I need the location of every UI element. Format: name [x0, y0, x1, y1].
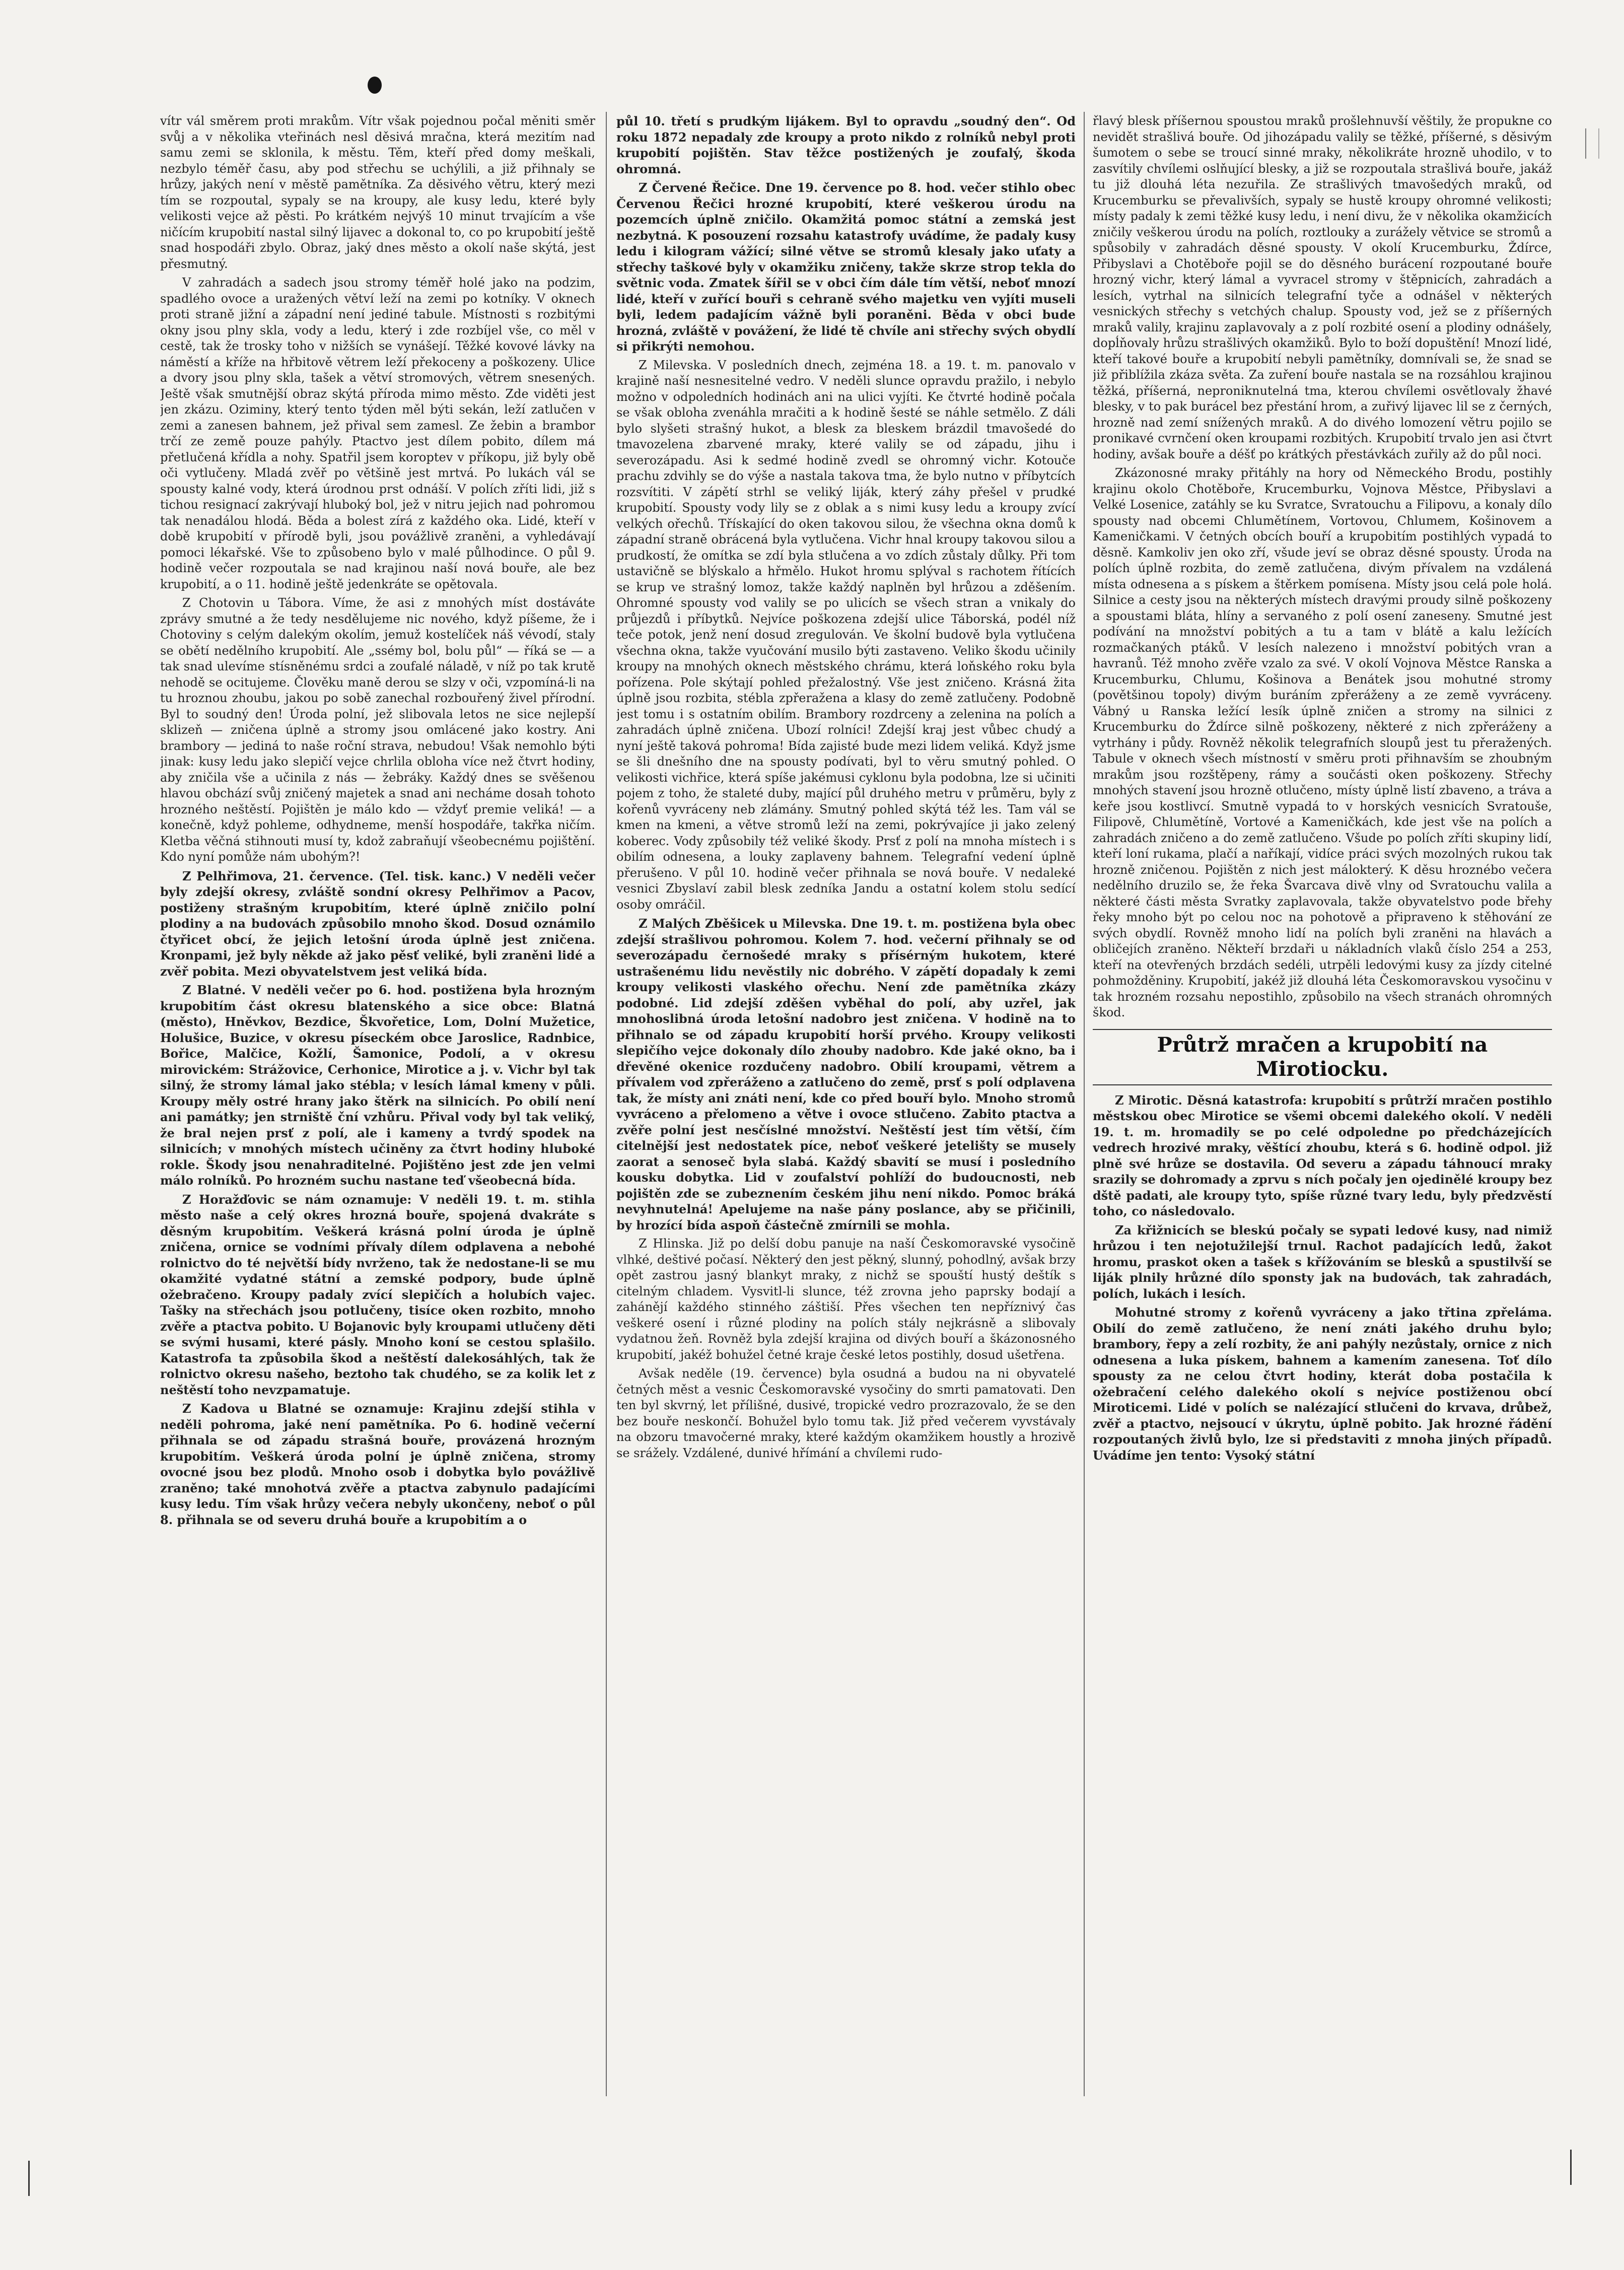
column-divider [606, 112, 607, 2096]
article-paragraph: Z Horažďovic se nám oznamuje: V neděli 19. t. m. stihla město naše a celý okres hrozná bouře, spojená dvakráte s děsným krupobitím. Veškerá krásná polní úroda je úplně zničena, ornice se vodními přívaly dílem odplavena a nebohé rolnictvo do té největší bídy nvrženo, tak že nedostane-li se mu okamžité vydatné státní a zemské podpory, bude úplně ožebračeno. Kroupy padaly zvící slepičích a holubích vajec. Tašky na střechách jsou potlučeny, tisíce oken rozbito, mnoho zvěře a ptactva pobito. U Bojanovic byly kroupami utlučeny děti se svými husami, které pásly. Mnoho koní se cestou splašilo. Katastrofa ta způsobila škod a neštěstí dalekosáhlých, tak že rolnictvo okresu našeho, beztoho tak chudého, se za kolik let z neštěstí toho nevzpamatuje. [160, 1192, 595, 1397]
article-paragraph: Z Hlinska. Již po delší dobu panuje na naší Českomoravské vysočině vlhké, deštivé počasí. Některý den jest pěkný, slunný, pohodlný, avšak brzy opět zastrou jasný blankyt mraky, z nichž se spouští hustý deštík s citelným chladem. Vysvitl-li slunce, též zrovna jeho paprsky bodají a zahánějí každého stinného záštiší. Přes všechen ten nepříznivý čas veškeré osení i různé plodiny na polích stály nejkrásně a slibovaly vydatnou žeň. Rovněž byla zdejší krajina od divých bouří a škázonosného krupobití, jakéž bohužel četné kraje české letos postihly, dosud ušetřena. [616, 1236, 1076, 1362]
article-paragraph: Zkázonosné mraky přitáhly na hory od Německého Brodu, postihly krajinu okolo Chotěboře, Krucemburku, Vojnova Městce, Přibyslavi a Velké Losenice, zatáhly se ku Svratce, Svratouchu a Filipovu, a konaly dílo spousty nad obcemi Chlumětínem, Vortovou, Chlumem, Košinovem a Kameničkami. V četných obcích bouří a krupobitím postihlých vypadá to děsně. Kamkoliv jen oko zří, všude jeví se obraz děsné spousty. Úroda na polích úplně rozbita, do země zatlučena, divým přívalem na vzdálená místa odnesena a s pískem a štěrkem pomísena. Místy jsou celá pole holá. Silnice a cesty jsou na některých místech dravými proudy silně poškozeny a spoustami bláta, hlíny a servaného z polí osení zaneseny. Smutné jest podívání na množství pobitých a tu a tam v blátě a kalu ležících rozmačkaných ptáků. V lesích nalezeno i množství pobitých vran a havranů. Též mnoho zvěře vzalo za své. V okolí Vojnova Městce Ranska a Krucemburku, Chlumu, Košinova a Benátek jsou mohutné stromy (povětšinou topoly) divým buráním zpřeráženy a ze země vyvráceny. Vábný u Ranska ležící lesík úplně zničen a stromy na silnici z Krucemburku do Ždírce silně poškozeny, některé z nich zpřeráženy a vytrhány i půdy. Rovněž několik telegrafních sloupů jest tu přeražených. Tabule v oknech všech místností v směru proti přihnavším se zhoubným mrakům jsou rozštěpeny, rámy a součásti oken poškozeny. Střechy mnohých stavení jsou hrozně otlučeno, místy úplně listí zbaveno, a tráva a keře jsou kostlivcí. Smutně vypadá to v horských vesnicích Svratouše, Filipově, Chlumětíně, Vortové a Kameničkách, kde jest vše na polích a zahradách zničeno a do země zatlučeno. Všude po polích zříti skupiny lidí, kteří loní rukama, plačí a naříkají, vidíce práci svých mozolných rukou tak hrozně zničenou. Pojištěn z nich jest málokterý. K děsu hroznébo večera nedělního druzilo se, že řeka Švarcava divě vlny od Svratouchu valila a některé části města Svratky zaplavovala, takže obyvatelstvo pode břehy řeky mnoho být po celou noc na pohotově a připraveno k stěhování ze svých obydlí. Rovněž mnoho lidí na polích byli zraněni na hlavách a obličejích zraněno. Někteří brzdaři u nákladních vlaků číslo 254 a 253, kteří na otevřených brzdách sedéli, utrpěli ledovými kusy za jízdy citelné pohmožděniny. Krupobití, jakéž již dlouhá léta Českomoravskou vysočinu v tak hrozném rozsahu nepostihlo, způsobilo na všech stranách ohromných škod. [1093, 466, 1552, 1019]
article-paragraph: Z Malých Zběšicek u Milevska. Dne 19. t. m. postižena byla obec zdejší strašlivou pohromou. Kolem 7. hod. večerní přihnaly se od severozápadu černošedé mraky s přísérným hukotem, které ustrašenému lidu nevěstily nic dobrého. V zápětí dopadaly k zemi kroupy velikosti vlaského ořechu. Není zde pamětníka zkázy podobné. Lid zdejší zděšen vyběhal do polí, aby uzřel, jak mnohoslibná úroda letošní nadobro jest zničena. V hodině na to přihnalo se od západu krupobití horší prvého. Kroupy velikosti slepičího vejce dokonaly dílo zhouby nadobro. Kde jaké okno, ba i dřevěné okenice rozdučeny nadobro. Obilí kroupami, větrem a přívalem vod zpřeráženo a zatlučeno do země, prsť s polí odplavena tak, že místy ani znáti není, kde co před bouří bylo. Mnoho stromů vyvráceno a přelomeno a větve i ovoce stlučeno. Zabito ptactva a zvěře polní jest nesčíslné množství. Neštěstí jest tím větší, čím citelnější jest nedostatek píce, neboť veškeré jetelišty se musely zaorat a senoseč byla slabá. Každý sbavití se musí i posledního kousku dobytka. Lid v zoufalství pohlíží do budoucnosti, neb pojištěn zde se zubeznením českém jihu není nikdo. Pomoc bráká nevyhnutelná! Apelujeme na naše pány poslance, aby se přičinili, by hrozící bída aspoň částečně zmírnili se mohla. [616, 916, 1076, 1232]
article-paragraph: Z Chotovin u Tábora. Víme, že asi z mnohých míst dostáváte zprávy smutné a že tedy nesdělujeme nic nového, když píšeme, že i Chotoviny s celým dalekým okolím, jemuž kostelíček náš vévodí, staly se obětí nedělního krupobití. Ale „ssémy bol, bolu půl“ — říká se — a tak snad ulevíme stísněnému srdci a zoufalé náladě, v níž po tak krutě nehodě se ocitujeme. Člověku maně derou se slzy v oči, vzpomíná-li na tu hroznou zhoubu, jakou po sobě zanechal rozbouřený živel přírodní. Byl to soudný den! Úroda polní, jež slibovala letos ne sice nejlepší sklizeň — zničena úplně a stromy jsou omlácené jako kostry. Ani brambory — jediná to naše roční strava, nebudou! Však nemohlo býti jinak: kusy ledu jako slepičí vejce chrlila obloha více než čtvrt hodiny, aby zničila vše a učinila z nás — žebráky. Každý dnes se svěšenou hlavou obchází svůj zničený majetek a snad ani necháme dosah tohoto hrozného neštěstí. Pojištěn je málo kdo — vždyť premie veliká! — a konečně, když pohleme, odhydneme, menší hospodáře, takřka ničím. Kletba věčná stihnouti musí ty, kdož zabraňují všeobecnému pojištění. Kdo nyní pomůže nám ubohým?! [160, 596, 595, 864]
article-paragraph: V zahradách a sadech jsou stromy téměř holé jako na podzim, spadlého ovoce a uražených větví leží na zemi po kotníky. V oknech proti straně jižní a západní není jediné tabule. Místnosti s rozbitými okny jsou plny skla, vody a ledu, který i zde rozbíjel vše, co měl v cestě, tak že trosky toho v nižších se vynášejí. Těžké kovové lávky na náměstí a kříže na hřbitově větrem leží překoceny a poškozeny. Ulice a dvory jsou plny skla, tašek a větví stromových, větrem snesených. Ještě však smutnější obraz skýtá příroda mimo město. Zde viděti jest jen zkázu. Oziminy, který tento týden měl býti sekán, leží zatlučen v zemi a zanesen bahnem, jež přival sem zamesl. Ze žebin a brambor trčí ze země pouze pahýly. Ptactvo jest dílem pobito, dílem má přetlučená křídla a nohy. Spatřil jsem koroptev v příkopu, již byly obě oči vytlučeny. Mladá zvěř po většině jest mrtvá. Po lukách vál se spousty kalné vody, která úrodnou prst odnáší. V polích zříti lidi, již s tichou resignací zakrývají hluboký bol, jež v nitru jejich nad pohromou tak nenadálou hlodá. Běda a bolest zírá z každého oka. Lidé, kteří v době krupobití v přírodě byli, jsou povážlivě zraněni, a vyhledávají pomoci lékařské. Vše to způsobeno bylo v malé půlhodince. O půl 9. hodině večer rozpoutala se nad krajinou naší nová bouře, ale bez krupobití, a o 11. hodině ještě jedenkráte se opětovala. [160, 276, 595, 591]
column-2 [616, 113, 1076, 2098]
article-paragraph: Z Pelhřimova, 21. července. (Tel. tisk. kanc.) V neděli večer byly zdejší okresy, zvláště sondní okresy Pelhřimov a Pacov, postiženy strašným krupobitím, které úplně zničilo polní plodiny a na budovách způsobilo mnoho škod. Dosud oznámilo čtyřicet obcí, že jejich letošní úroda úplně jest zničena. Kronpami, jež byly někde až jako pěsť veliké, byli zraněni lidé a zvěř pobita. Mezi obyvatelstvem jest veliká bída. [160, 868, 595, 979]
ink-blot-mark [368, 77, 382, 94]
article-paragraph: Z Blatné. V neděli večer po 6. hod. postižena byla hrozným krupobitím část okresu blatenského a sice obce: Blatná (město), Hněvkov, Bezdice, Škvořetice, Lom, Dolní Mužetice, Holušice, Buzice, v okresu píseckém obce Jaroslice, Radnbice, Bořice, Malčice, Kožlí, Šamonice, Podolí, a v okresu mirovickém: Strážovice, Cerhonice, Mirotice a j. v. Vichr byl tak silný, že stromy lámal jako stébla; v lesích lámal kmeny v půli. Kroupy měly ostré hrany jako štěrk na silnicích. Po obilí není ani památky; jen strniště ční vzhůru. Přival vody byl tak veliký, že bral nejen prsť z polí, ale i kameny a tvrdý spodek na silnicích; v mnohých místech učiněny za čtvrt hodiny hluboké rokle. Škody jsou nenahraditelné. Pojištěno jest zde jen velmi málo rolníků. Po hrozném suchu nastane teď všeobecná bída. [160, 983, 595, 1188]
column-3 [1093, 113, 1552, 2098]
article-paragraph: Avšak neděle (19. července) byla osudná a budou na ni obyvatelé četných měst a vesnic Českomoravské vysočiny do smrti pamatovati. Den ten byl skvrný, let přílišné, dusivé, tropické vedro prozrazovalo, že se den bez bouře neskončí. Bohužel bylo tomu tak. Již před večerem vyvstávaly na obzoru tmavočerné mraky, které každým okamžikem houstly a hrozivě se srážely. Vzdálené, dunivé hřímání a chvílemi rudo- [616, 1366, 1076, 1460]
article-paragraph: Z Červené Řečice. Dne 19. července po 8. hod. večer stihlo obec Červenou Řečici hrozné krupobití, které veškerou úrodu na pozemcích úplně zničilo. Okamžitá pomoc státní a zemská jest nezbytná. K posouzení rozsahu katastrofy uvádíme, že padaly kusy ledu i kilogram vážící; silné větve se stromů klesaly jako uťaty a střechy taškové byly v okamžiku zničeny, takže skrze strop tekla do světnic voda. Zmatek šířil se v obci čím dále tím větší, neboť mnozí lidé, kteří v zuřící bouři s cehraně svého majetku ven vyjíti museli byli, ledem padajícím vážně byli poraněni. Běda v obci bude hrozná, zvláště v povážení, že lidé tě chvíle ani střechy svých obydlí si přikrýti nemohou. [616, 180, 1076, 354]
article-paragraph: Mohutné stromy z kořenů vyvráceny a jako třtina zpřeláma. Obilí do země zatlučeno, že není znáti jakého druhu bylo; brambory, řepy a zelí rozbity, že ani pahýly nezůstaly, ornice z nich odnesena a luka pískem, bahnem a kamením zanesena. Toť dílo spousty za ne celou čtvrt hodiny, kterát doba postačila k ožebračení celého dalekého okolí s nejvíce postiženou obcí Miroticemi. Lidé v polích se nalézající stlučeni do krvava, drůbež, zvěř a ptactvo, nejsoucí v úkrytu, úplně pobito. Jak hrozné řádění rozpoutaných živlů bylo, lze si představiti z mnoha jiných případů. Uvádíme jen tento: Vysoký státní [1093, 1305, 1552, 1463]
article-paragraph: Z Mirotic. Děsná katastrofa: krupobití s průtrží mračen postihlo městskou obec Mirotice se všemi obcemi dalekého okolí. V neděli 19. t. m. hromadily se po celé odpoledne po předcházejících vedrech hrozivé mraky, věštící zhoubu, která s 6. hodině odpol. již plně své hrůze se dostavila. Od severu a západu táhnoucí mraky srazily se dohromady a zprvu s ních počaly jen ojedinělé kroupy bez dště padati, ale kroupy tyto, spíše různé tvary ledu, byly předzvěstí toho, co následovalo. [1093, 1092, 1552, 1218]
page-edge-marks [1585, 128, 1599, 159]
column-1 [160, 113, 595, 2098]
article-paragraph: Za křižnicích se bleskú počaly se sypati ledové kusy, nad nimiž hrůzou i ten nejotužilejší trnul. Rachot padajících ledů, žakot hromu, praskot oken a tašek s křížováním se blesků a spustilvší se liják plnily hrůzné dílo sponsty jak na budovách, tak zahradách, polích, lukách i lesích. [1093, 1222, 1552, 1301]
margin-mark [28, 2161, 30, 2196]
article-paragraph: půl 10. třetí s prudkým lijákem. Byl to opravdu „soudný den“. Od roku 1872 nepadaly zde kroupy a proto nikdo z rolníků nebyl proti krupobití pojištěn. Stav těžce postižených je zoufalý, škoda ohromná. [616, 114, 1076, 176]
section-heading: Průtrž mračen a krupobití na Mirotiocku. [1093, 1029, 1552, 1085]
article-paragraph: Z Milevska. V posledních dnech, zejména 18. a 19. t. m. panovalo v krajině naší nesnesitelné vedro. V neděli slunce opravdu pražilo, i nebylo možno v odpoledních hodinách ani na ulici vyjíti. Ke čtvrté hodině počala se však obloha zvenáhla mračiti a k hodině šesté se náhle setmělo. Z dáli bylo slyšeti strašný hukot, a blesk za bleskem brázdil tmavošedé do tmavozelena zbarvené mraky, které valily se od západu, jihu i severozápadu. Asi k sedmé hodině zvedl se ohromný vichr. Kotouče prachu zdvihly se do výše a nastala takova tma, že bylo nutno v příbytcích rozsvítiti. V zápětí strhl se veliký liják, který záhy přešel v prudké krupobití. Spousty vody lily se z oblak a s nimi kusy ledu a kroupy zvící velkých ořechů. Třískající do oken takovou silou, že všechna okna domů k západní straně obrácená byla vytlučena. Vichr hnal kroupy takovou silou a prudkostí, že omítka se zdí byla stlučena a vo zdích zůstaly důlky. Při tom ustavičně se blýskalo a hřmělo. Hukot hromu splýval s rachotem řítících se krup ve strašný lomoz, takže každý naplněn byl hrůzou a zděšením. Ohromné spousty vod valily se po ulicích se všech stran a vnikaly do průjezdů i příbytků. Nejvíce poškozena zdejší ulice Táborská, podél níž teče potok, jenž není dosud zregulován. Ve školní budově byla vytlučena všechna okna, takže vyučování musilo býti zastaveno. Veliko škodu učinily kroupy na mnohých oknech městského chrámu, která loňského roku byla pořízena. Pole skýtají pohled přežalostný. Vše jest zničeno. Krásná žita úplně jsou rozbita, stébla zpřeražena a klasy do země zatlučeny. Podobně jest tomu i s ostatním obilím. Brambory rozdrceny a zelenina na polích a zahradách úplně zničena. Ubozí rolníci! Zdejší kraj jest vůbec chudý a nyní ještě taková pohroma! Bída zajisté bude mezi lidem veliká. Když jsme se šli dnešního dne na spousty podívati, byl to věru smutný pohled. O velikosti vichřice, která spíše jakémusi cyklonu byla podobna, lze si učiniti pojem z toho, že staleté duby, mající půl druhého metru v průměru, byly z kořenů vyvráceny neb zlámány. Smutný pohled skýtá též les. Tam vál se kmen na kmeni, a větve stromů leží na zemi, pokrývajíce ji jako zelený koberec. Vody způsobily též veliké škody. Prsť z polí na mnoha místech i s obilím odnesena, a louky zaplaveny bahnem. Telegrafní vedení úplně přerušeno. V půl 10. hodině večer přihnala se nová bouře. V nedaleké vesnici Zbyslaví zabil blesk zedníka Jandu a ostatní kolem stolu sedící osoby omráčil. [616, 358, 1076, 912]
article-paragraph: řlavý blesk příšernou spoustou mraků prošlehnuvší věštily, že propukne co nevidět strašlivá bouře. Od jihozápadu valily se těžké, příšerné, s děsivým šumotem o sebe se troucí sinné mraky, několikráte hrozně uhodilo, v to zasvítily chvílemi oslňující blesky, a již se rozpoutala strašlivá bouře, jakáž tu již dlouhá léta nezuřila. Ze strašlivých tmavošedých mraků, od Krucemburku se převalivších, sypaly se hustě kroupy ohromné velikosti; místy padaly k zemi těžké kusy ledu, i není divu, že v několika okamžicích zničily veškerou úrodu na polích, roztlouky a zurážely větvice se stromů a spůsobily v zahradách děsné spousty. V okolí Krucemburku, Ždírce, Přibyslavi a Chotěboře pojil se do děsného burácení rozpoutané bouře hrozný vichr, který lámal a vyvracel stromy v štěpnicích, zahradách a lesích, vytrhal na silnicích telegrafní tyče a odnášel v některých vesnických střechy s vetchých chalup. Spousty vod, jež se z příšerných mraků valily, krajinu zaplavovaly a z polí rozbité osení a plodiny odnášely, dopĺňovaly hrůzu strašlivých okamžiků. Bylo to boží dopuštění! Mnozí lidé, kteří takové bouře a krupobití nebyli pamětníky, domnívali se, že snad se již přiblížila zkáza světa. Za zuření bouře nastala se na rozsáhlou krajinou těžká, příšerná, neproniknutelná tma, kterou chvílemi osvětlovaly žhavé blesky, v to pak burácel bez přestání hrom, a zuřivý lijavec lil se z černých, hrozně nad zemí snížených mraků. A do divého lomození větru pojilo se pronikavé cvrnčení oken kroupami rozbitých. Krupobití trvalo jen asi čtvrt hodiny, avšak bouře a déšť po krátkých přestávkách zuřily až do půl noci. [1093, 114, 1552, 461]
column-divider [1084, 112, 1085, 2096]
margin-mark [1570, 2150, 1572, 2185]
article-paragraph: Z Kadova u Blatné se oznamuje: Krajinu zdejší stihla v neděli pohroma, jaké není pamětníka. Po 6. hodině večerní přihnala se od západu strašná bouře, provázená hrozným krupobitím. Veškerá úroda polní je úplně zničena, stromy ovocné jsou bez plodů. Mnoho osob i dobytka bylo povážlivě zraněno; také mnohotvá zvěře a ptactva zabynulo padajícími kusy ledu. Tím však hrůzy večera nebyly ukončeny, neboť o půl 8. přihnala se od severu druhá bouře a krupobitím a o [160, 1401, 595, 1527]
article-paragraph: vítr vál směrem proti mrakům. Vítr však pojednou počal měniti směr svůj a v několika vteřinách nesl děsivá mračna, která mezitím nad samu zemi se sklonila, k městu. Těm, kteří před domy meškali, nezbylo téměř času, aby pod střechu se uchýlili, a již přihnaly se hrůzy, jakých není v městě pamětníka. Za děsivého větru, který mezi tím se rozpoutal, sypaly se na kroupy, ale kusy ledu, které byly velikosti vejce až pěsti. Po krátkém nejvýš 10 minut trvajícím a vše ničícím krupobití nastal silný lijavec a dokonal to, co po krupobití ještě snad hospodáři zbylo. Obraz, jaký dnes město a okolí naše skýtá, jest přesmutný. [160, 114, 595, 271]
